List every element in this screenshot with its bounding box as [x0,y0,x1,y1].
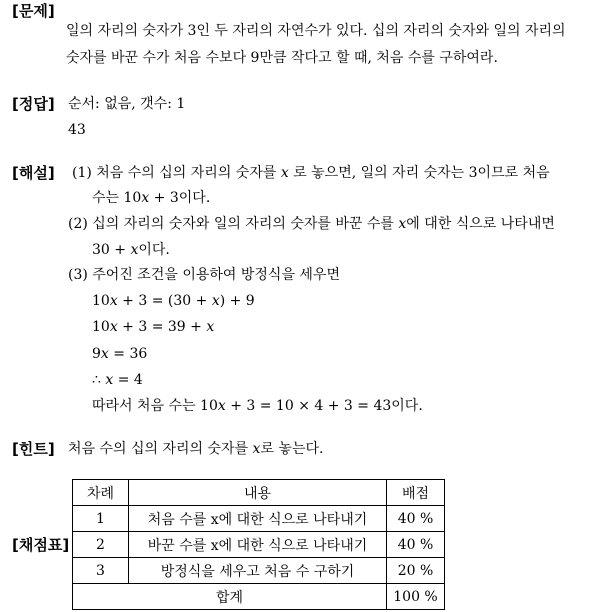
math-expression: x [398,216,407,232]
row-content: 방정식을 세우고 처음 수 구하기 [129,558,387,584]
answer-line-1: 순서: 없음, 갯수: 1 [68,96,186,112]
math-expression: 10x + 3 = 10 × 4 + 3 = 43 [200,398,392,414]
row-score: 20 % [387,558,445,584]
total-label: 합계 [73,584,387,610]
math-expression: x [280,165,289,181]
header-order: 차례 [73,480,129,506]
math-expression: 10x + 3 [123,190,179,206]
section-label-problem: [문제] [12,2,55,20]
row-number: 3 [73,558,129,584]
explanation-step1-line1: (1) 처음 수의 십의 자리의 숫자를 x 로 놓으면, 일의 자리 숫자는 3이므로 처음 [72,165,550,181]
row-number: 1 [73,506,129,532]
explanation-step2-line2: 30 + x이다. [92,242,170,258]
row-score: 40 % [387,532,445,558]
problem-line-2: 숫자를 바꾼 수가 처음 수보다 9만큼 작다고 할 때, 처음 수를 구하여라. [66,50,498,66]
equation-4: ∴ x = 4 [92,372,143,388]
table-row [73,532,445,558]
table-row [73,558,445,584]
explanation-conclusion: 따라서 처음 수는 10x + 3 = 10 × 4 + 3 = 43이다. [92,398,423,414]
row-content: 처음 수를 x에 대한 식으로 나타내기 [129,506,387,532]
section-label-rubric: [채점표] [12,536,70,554]
equation-2: 10x + 3 = 39 + x [92,319,215,335]
answer-value: 43 [68,122,86,138]
section-label-hint: [힌트] [12,440,55,458]
row-score: 40 % [387,506,445,532]
equation-3: 9x = 36 [92,346,148,362]
math-expression: 30 + x [92,242,139,258]
table-header-row [73,480,445,506]
explanation-step2-line1: (2) 십의 자리의 숫자와 일의 자리의 숫자를 바꾼 수를 x에 대한 식으로 나타내면 [68,216,555,232]
section-label-answer: [정답] [12,95,55,113]
row-number: 2 [73,532,129,558]
math-expression: x [252,441,261,457]
section-label-explanation: [해설] [12,164,55,182]
header-content: 내용 [129,480,387,506]
table-row [73,506,445,532]
equation-1: 10x + 3 = (30 + x) + 9 [92,293,255,309]
hint-text: 처음 수의 십의 자리의 숫자를 x로 놓는다. [68,441,324,457]
rubric-table [72,479,445,610]
total-score: 100 % [387,584,445,610]
row-content: 바꾼 수를 x에 대한 식으로 나타내기 [129,532,387,558]
explanation-step1-line2: 수는 10x + 3이다. [92,190,211,206]
explanation-step3-line1: (3) 주어진 조건을 이용하여 방정식을 세우면 [68,267,340,283]
table-total-row [73,584,445,610]
header-score: 배점 [387,480,445,506]
problem-line-1: 일의 자리의 숫자가 3인 두 자리의 자연수가 있다. 십의 자리의 숫자와 일의 자리의 [66,23,566,39]
